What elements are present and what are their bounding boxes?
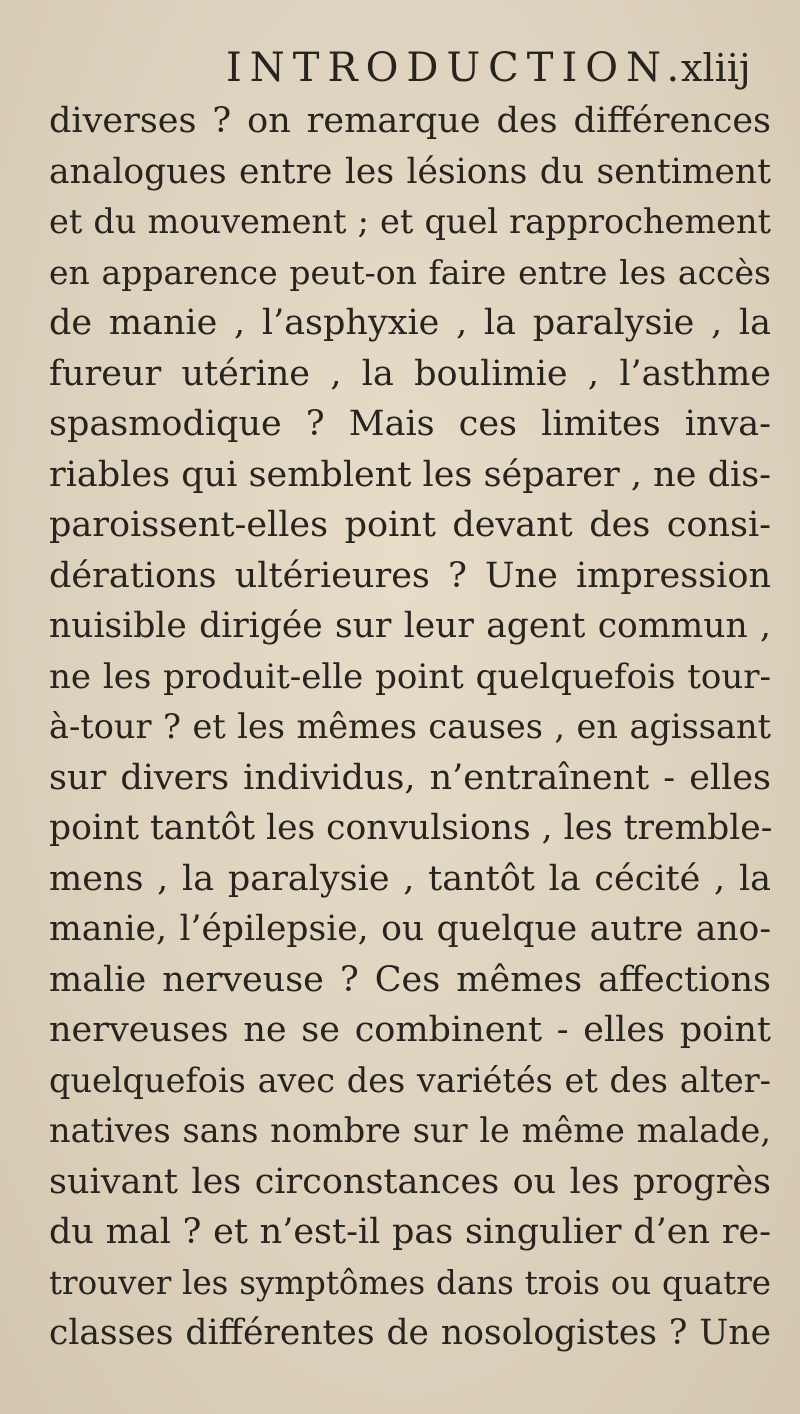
body-text — [49, 96, 771, 1359]
text-line: ne les produit-elle point quelquefois tour- — [49, 656, 771, 697]
text-line: classes différentes de nosologistes ? Une — [49, 1313, 771, 1353]
text-line: malie nerveuse ? Ces mêmes affections — [49, 959, 771, 1000]
text-line: analogues entre les lésions du sentiment — [49, 151, 771, 192]
text-line: paroissent-elles point devant des consi- — [49, 505, 771, 545]
text-line: nerveuses ne se combinent - elles point — [49, 1010, 771, 1050]
text-line: fureur utérine , la boulimie , l’asthme — [49, 353, 771, 394]
text-line: trouver les symptômes dans trois ou quatre — [49, 1263, 771, 1302]
text-line: en apparence peut-on faire entre les accès — [49, 252, 771, 292]
text-line: à-tour ? et les mêmes causes , en agissant — [49, 707, 771, 746]
text-line: quelquefois avec des variétés et des alter- — [49, 1060, 771, 1100]
text-line: et du mouvement ; et quel rapprochement — [49, 202, 771, 241]
text-line: natives sans nombre sur le même malade, — [49, 1111, 771, 1150]
text-line: dérations ultérieures ? Une impression — [49, 555, 771, 596]
text-line: sur divers individus, n’entraînent - elles — [49, 757, 771, 798]
text-line: nuisible dirigée sur leur agent commun , — [49, 606, 771, 646]
text-line: diverses ? on remarque des différences — [49, 101, 771, 141]
running-title: INTRODUCTION. — [226, 45, 688, 91]
text-line: manie, l’épilepsie, ou quelque autre ano- — [49, 909, 771, 949]
text-line: mens , la paralysie , tantôt la cécité , la — [49, 858, 771, 899]
text-line: point tantôt les convulsions , les tremble- — [49, 808, 773, 848]
text-line: du mal ? et n’est-il pas singulier d’en re- — [49, 1212, 771, 1252]
text-line: riables qui semblent les séparer , ne dis- — [49, 454, 771, 495]
page-header — [0, 42, 800, 94]
text-line: suivant les circonstances ou les progrès — [49, 1161, 771, 1202]
page-number: xliij — [681, 46, 751, 90]
text-line: de manie , l’asphyxie , la paralysie , la — [49, 303, 771, 343]
text-line: spasmodique ? Mais ces limites inva- — [49, 404, 771, 444]
